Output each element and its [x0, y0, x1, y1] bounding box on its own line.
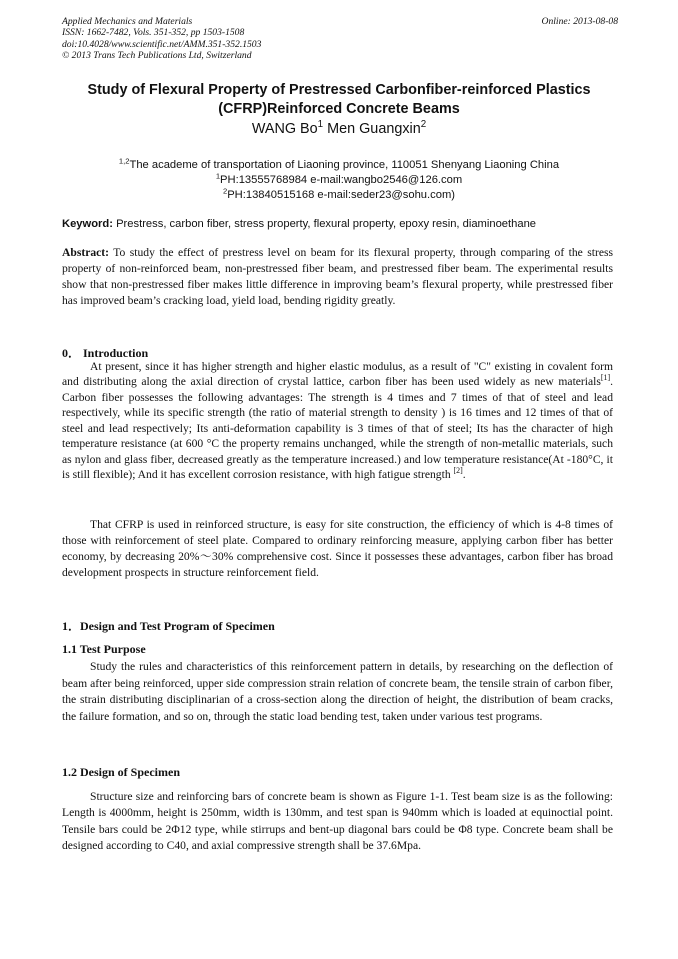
journal-header [62, 16, 618, 61]
author-1-sup: 1 [317, 119, 324, 131]
keywords-text: Prestress, carbon fiber, stress property, flexural property, epoxy resin, diaminoethane [112, 218, 537, 230]
section-1-heading: 1．Design and Test Program of Specimen [62, 619, 275, 633]
intro-p1-text-a: At present, since it has higher strength and higher elastic modulus, as a result of "C" existing in covalent form and distributing along the axial direction of crystal lattice, carbon fiber has been used widely as new materials [62, 360, 613, 389]
keywords-label: Keyword: [62, 218, 113, 230]
author-1-name: WANG Bo [251, 121, 318, 137]
online-date: Online: 2013-08-08 [541, 16, 618, 27]
author-2-sup: 2 [420, 119, 427, 131]
affiliation-text: The academe of transportation of Liaoning province, 110051 Shenyang Liaoning China [129, 159, 560, 171]
citation-1: [1] [600, 373, 611, 383]
author-1-contact [62, 173, 616, 188]
authors-line [62, 121, 616, 137]
abstract [62, 245, 613, 309]
affiliation-block [62, 158, 616, 203]
affiliation-line [62, 158, 616, 173]
author-2-name: Men Guangxin [323, 121, 421, 137]
copyright-line: © 2013 Trans Tech Publications Ltd, Switzerland [62, 49, 252, 61]
doi-line: doi:10.4028/www.scientific.net/AMM.351-352.1503 [62, 38, 262, 50]
contact-2-sup: 2 [222, 186, 228, 196]
test-purpose-paragraph: Study the rules and characteristics of this reinforcement pattern in details, by researching on the deflection of beam after being reinforced, upper side compression strain relation of concrete beam, the tensile strain of carbon fiber, the strain distributing disciplinarian of a cross-section along the direction of height, the distribution of beam cracks, the failure formation, and so on, through the static load bending test, taken under various test programs. [62, 660, 613, 724]
citation-2: [2] [453, 466, 463, 476]
contact-2-text: PH:13840515168 e-mail:seder23@sohu.com) [227, 189, 456, 201]
intro-paragraph-2: That CFRP is used in reinforced structure, is easy for site construction, the efficiency of which is 4-8 times of those with reinforcement of steel plate. Compared to ordinary reinforcing measure, applying carbon fiber has better economy, by decreasing 20%～30% comprehensive cost. Since it possesses these advantages, carbon fiber has broad development prospects in structure reinforcement field. [62, 518, 613, 579]
affiliation-sup: 1,2 [118, 156, 130, 166]
subsection-1-2-heading: 1.2 Design of Specimen [62, 765, 180, 779]
specimen-design-paragraph: Structure size and reinforcing bars of concrete beam is shown as Figure 1-1. Test beam size is as the following: Length is 4000mm, height is 250mm, width is 130mm, and test span is 940mm which is loaded at equinoctial point. Tensile bars could be 2Φ12 type, while stirrups and bent-up diagonal bars could be Φ8 type. Concrete beam shall be designed according to C40, and axial compressive strength shall be 37.6Mpa. [62, 790, 613, 852]
abstract-label: Abstract: [62, 246, 110, 259]
intro-p1-text-b: . Carbon fiber possesses the following advantages: The strength is 4 times and 7 times of that of steel and lead respectively, while its specific strength (the ratio of material strength to density ) is 16 times and 12 times of that of steel and lead respectively; Its anti-deformation capability is 3 times of that of steel; Its has the character of high temperature resistance (at 600 °C the property remains unchanged, while the strength of non-metallic materials, such as nylon and glass fiber, decreased greatly as the temperature increased.) and low temperature resistance(At -180°C, it is still flexible); And it has excellent corrosion resistance, with high fatigue strength [62, 375, 613, 482]
issn-line: ISSN: 1662-7482, Vols. 351-352, pp 1503-1508 [62, 27, 245, 39]
paper-title: Study of Flexural Property of Prestressed Carbonfiber-reinforced Plastics (CFRP)Reinforced Concrete Beams [87, 82, 591, 117]
journal-name: Applied Mechanics and Materials [62, 16, 193, 27]
contact-1-text: PH:13555768984 e-mail:wangbo2546@126.com [220, 174, 463, 186]
section-0-heading: 0． Introduction [62, 346, 149, 360]
contact-1-sup: 1 [215, 171, 221, 181]
intro-p1-text-c: . [462, 468, 466, 482]
author-2-contact [62, 188, 616, 203]
keywords [62, 217, 616, 231]
abstract-text: To study the effect of prestress level on beam for its flexural property, through comparing of the stress property of non-reinforced beam, non-prestressed fiber beam, and prestressed fiber beam. The experimental results show that non-prestressed fiber makes little difference in improving beam’s flexural property, while prestressed fiber has improved beam’s cracking load, yield load, bending rigidity greatly. [62, 246, 613, 308]
subsection-1-1-heading: 1.1 Test Purpose [62, 642, 146, 656]
intro-paragraph-1 [62, 359, 613, 483]
